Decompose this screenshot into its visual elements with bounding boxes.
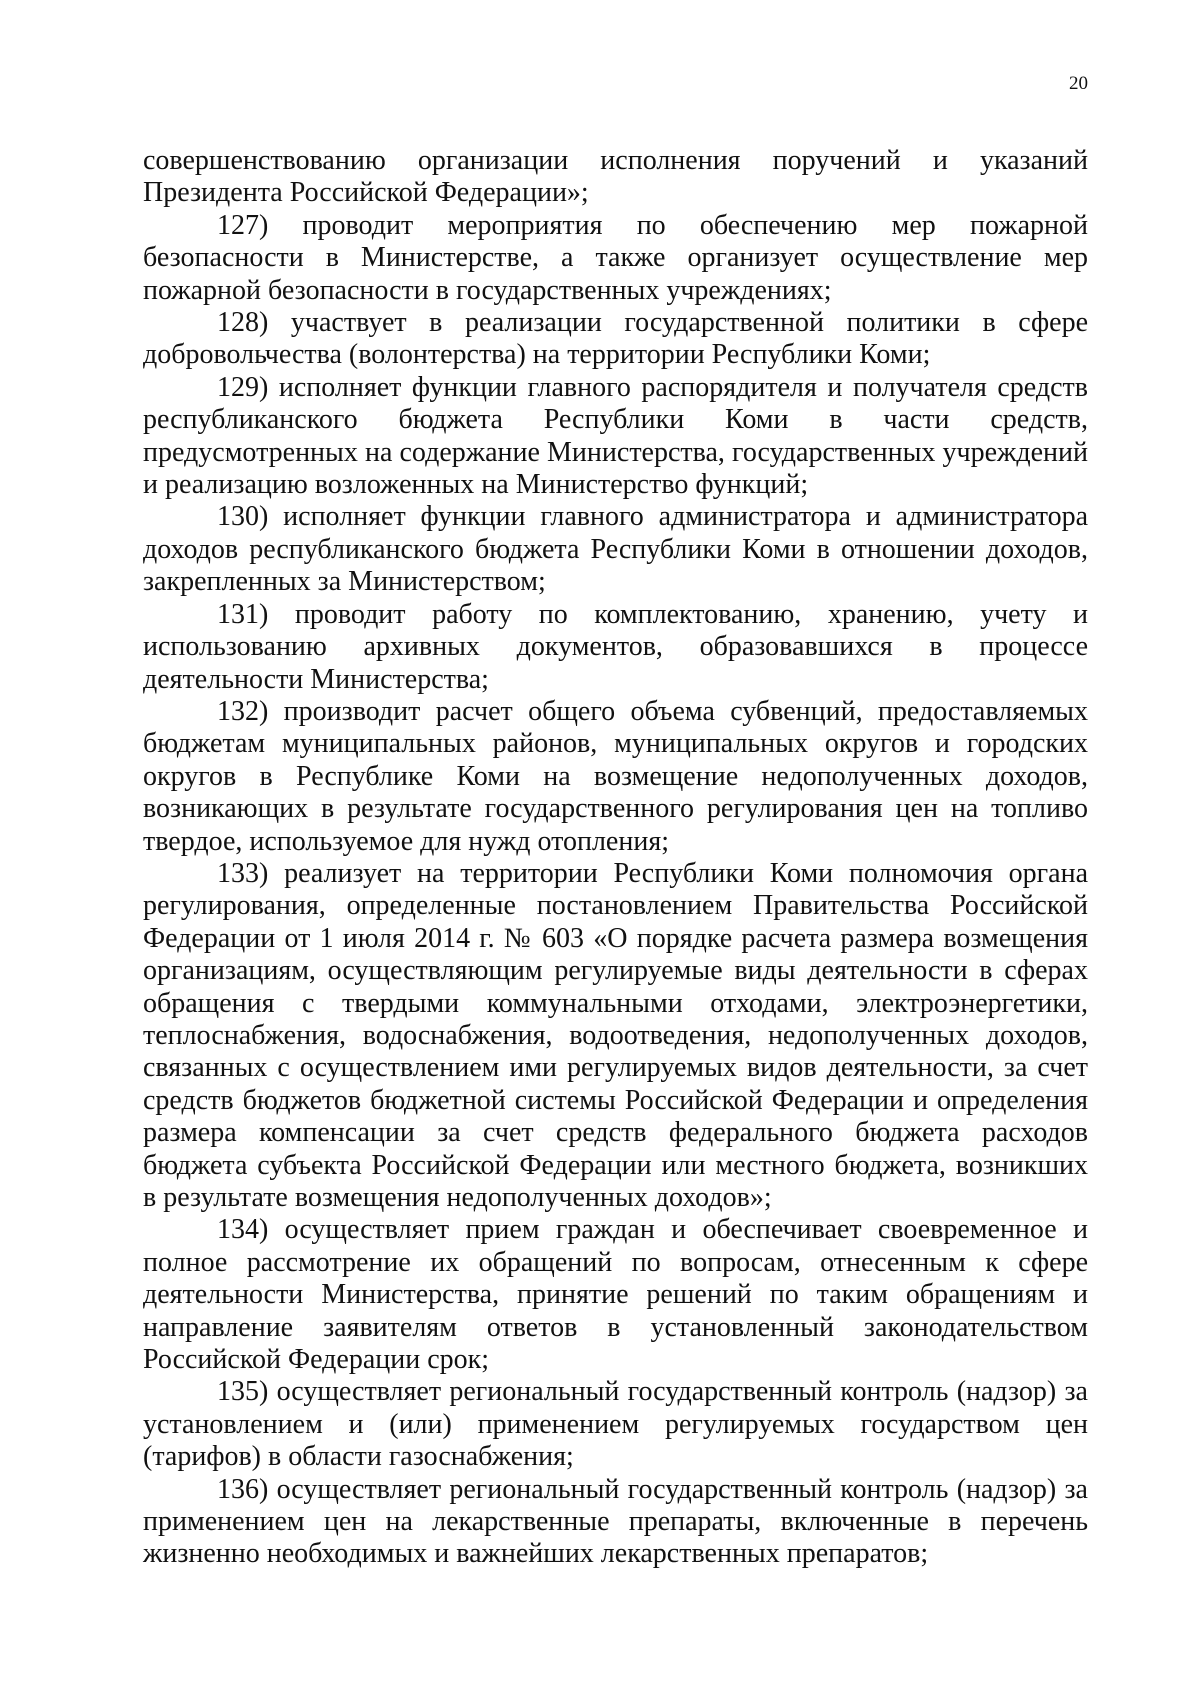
paragraph-item-130: 130) исполняет функции главного администратора и администратора доходов республиканского бюджета Республики Коми в отношении доходов, закрепленных за Министерством;	[143, 501, 1088, 598]
document-body	[143, 145, 1088, 1571]
paragraph-item-131: 131) проводит работу по комплектованию, хранению, учету и использованию архивных документов, образовавшихся в процессе деятельности Министерства;	[143, 598, 1088, 695]
paragraph-item-133: 133) реализует на территории Республики Коми полномочия органа регулирования, определенные постановлением Правительства Российской Федерации от 1 июля 2014 г. № 603 «О порядке расчета размера возмещения организациям, осуществляющим регулируемые виды деятельности в сферах обращения с твердыми коммунальными отходами, электроэнергетики, теплоснабжения, водоснабжения, водоотведения, недополученных доходов, связанных с осуществлением ими регулируемых видов деятельности, за счет средств бюджетов бюджетной системы Российской Федерации и определения размера компенсации за счет средств федерального бюджета расходов бюджета субъекта Российской Федерации или местного бюджета, возникших в результате возмещения недополученных доходов»;	[143, 857, 1088, 1213]
paragraph-item-132: 132) производит расчет общего объема субвенций, предоставляемых бюджетам муниципальных районов, муниципальных округов и городских округов в Республике Коми на возмещение недополученных доходов, возникающих в результате государственного регулирования цен на топливо твердое, используемое для нужд отопления;	[143, 695, 1088, 857]
paragraph-item-128: 128) участвует в реализации государственной политики в сфере добровольчества (волонтерства) на территории Республики Коми;	[143, 307, 1088, 371]
paragraph-item-129: 129) исполняет функции главного распорядителя и получателя средств республиканского бюджета Республики Коми в части средств, предусмотренных на содержание Министерства, государственных учреждений и реализацию возложенных на Министерство функций;	[143, 371, 1088, 501]
paragraph-item-127: 127) проводит мероприятия по обеспечению мер пожарной безопасности в Министерстве, а также организует осуществление мер пожарной безопасности в государственных учреждениях;	[143, 209, 1088, 306]
paragraph-item-135: 135) осуществляет региональный государственный контроль (надзор) за установлением и (или) применением регулируемых государством цен (тарифов) в области газоснабжения;	[143, 1376, 1088, 1473]
paragraph-item-134: 134) осуществляет прием граждан и обеспечивает своевременное и полное рассмотрение их обращений по вопросам, отнесенным к сфере деятельности Министерства, принятие решений по таким обращениям и направление заявителям ответов в установленный законодательством Российской Федерации срок;	[143, 1214, 1088, 1376]
paragraph-continuation: совершенствованию организации исполнения поручений и указаний Президента Российской Федерации»;	[143, 145, 1088, 209]
paragraph-item-136: 136) осуществляет региональный государственный контроль (надзор) за применением цен на лекарственные препараты, включенные в перечень жизненно необходимых и важнейших лекарственных препаратов;	[143, 1473, 1088, 1570]
page-number: 20	[1069, 73, 1088, 94]
